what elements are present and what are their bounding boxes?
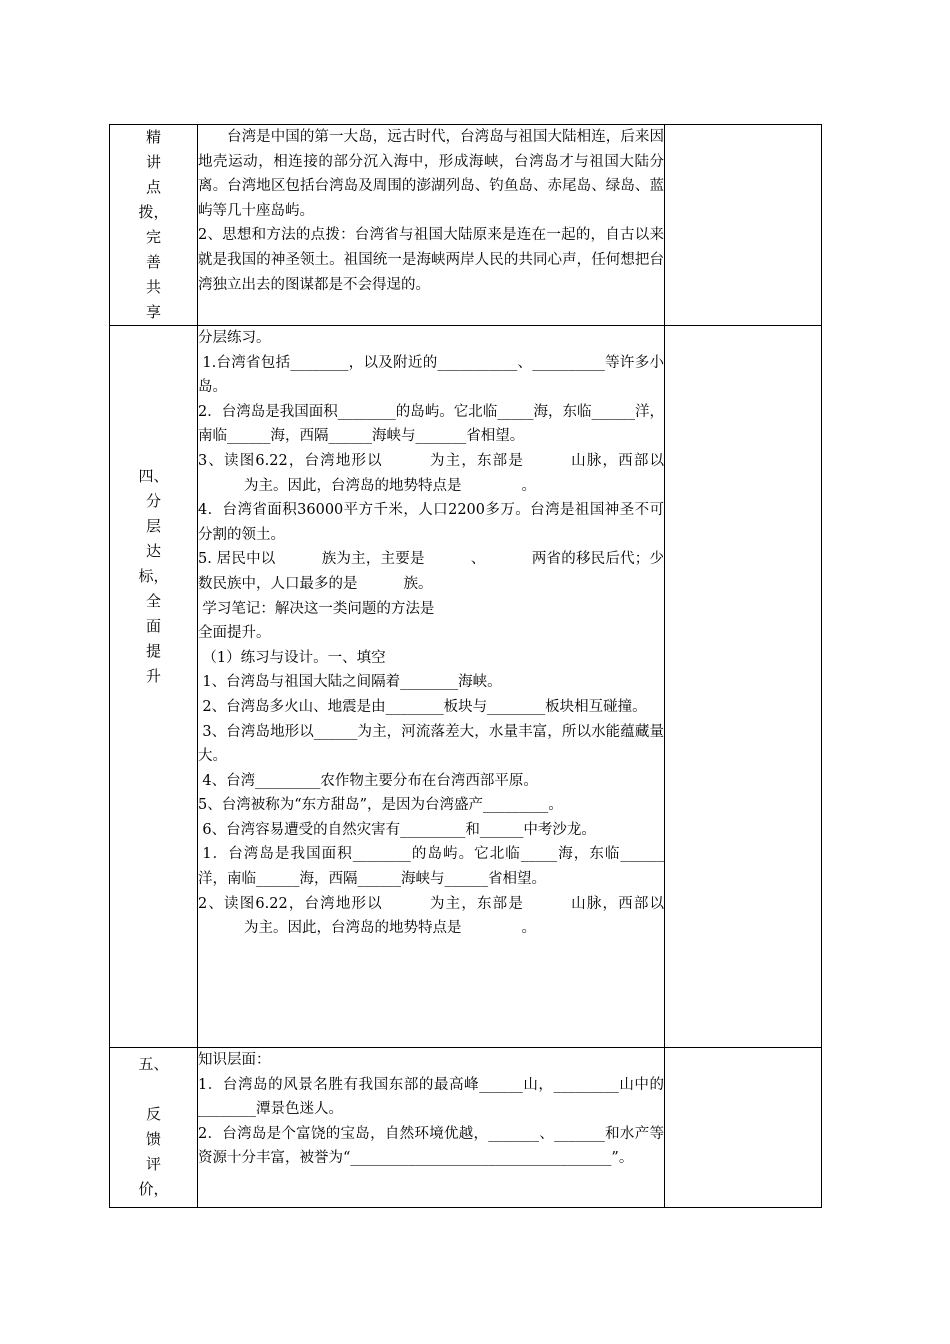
- paragraph: 2、思想和方法的点拨：台湾省与祖国大陆原来是连在一起的，自古以来就是我国的神圣领土。祖国统一是海峡两岸人民的共同心声，任何想把台湾独立出去的图谋都是不会得逞的。: [198, 227, 664, 293]
- q-part: 族为主，主要是: [321, 551, 425, 568]
- q-part: 山脉，西部以: [570, 895, 665, 912]
- row2-heading: [110, 326, 198, 1048]
- q-part: 3、读图6.22，台湾地形以: [198, 452, 383, 469]
- question: [198, 449, 664, 498]
- q-part: 5. 居民中以: [198, 551, 276, 568]
- question: [198, 892, 664, 941]
- row1-side-char: 善: [145, 253, 161, 271]
- paragraph: 台湾是中国的第一大岛，远古时代，台湾岛与祖国大陆相连，后来因地壳运动，相连接的部分沉入海中，形成海峡，台湾岛才与祖国大陆分离。台湾地区包括台湾岛及周围的澎湖列岛、钓鱼岛、赤尾岛、绿岛、蓝屿等几十座岛屿。: [198, 129, 664, 219]
- row1-side-char: 精: [145, 128, 161, 146]
- q-part: 族。: [403, 575, 433, 592]
- q-part: 为主。因此，台湾岛的地势特点是: [244, 477, 462, 494]
- row3-side-char: 反: [145, 1105, 161, 1123]
- row2-side-char: 面: [145, 617, 161, 635]
- row2-side-char: 达: [145, 542, 161, 560]
- row3-side-char: 价，: [138, 1180, 169, 1198]
- q-part: 为主。因此，台湾岛的地势特点是: [244, 920, 462, 937]
- row3-side-char: [110, 1077, 197, 1102]
- question: 5、台湾被称为“东方甜岛”，是因为台湾盛产_________。: [198, 797, 563, 814]
- paragraph: 学习笔记：解决这一类问题的方法是: [202, 600, 435, 617]
- row1-notes: [665, 125, 822, 326]
- question: 4．台湾省面积36000平方千米，人口2200多万。台湾是祖国神圣不可分割的领土。: [198, 502, 664, 543]
- question: 6、台湾容易遭受的自然灾害有_________和______中考沙龙。: [202, 821, 596, 838]
- question: 1．台湾岛的风景名胜有我国东部的最高峰______山，_________山中的________潭景色迷人。: [198, 1076, 664, 1118]
- row2-side-char: 四、: [138, 467, 169, 485]
- paragraph: 分层练习。: [198, 330, 271, 346]
- question: [198, 547, 664, 596]
- row2-side-char: 提: [145, 642, 161, 660]
- row1-side-char: 享: [145, 303, 161, 321]
- q-part: 两省的移民后代；少数民族中，人口最多的是: [198, 551, 665, 592]
- question: 2．台湾岛是我国面积________的岛屿。它北临_____海，东临______洋，南临______海，西隔______海峡与_______省相望。: [198, 403, 664, 445]
- row3-side-char: 评: [145, 1155, 161, 1173]
- lesson-table: [109, 124, 822, 1208]
- row2-side-char: 分: [145, 492, 161, 510]
- row1-side-char: 讲: [145, 153, 161, 171]
- row2-notes: [665, 326, 822, 1048]
- row3-heading: [110, 1048, 198, 1208]
- question: 2、台湾岛多火山、地震是由________板块与________板块相互碰撞。: [202, 698, 647, 715]
- question: 1、台湾岛与祖国大陆之间隔着________海峡。: [202, 674, 502, 691]
- q-part: 、: [470, 551, 486, 568]
- row1-heading: [110, 125, 198, 326]
- row1-content: [198, 125, 665, 326]
- row3-content: [198, 1048, 665, 1208]
- row-practice: [110, 326, 822, 1048]
- paragraph: （1）练习与设计。一、填空: [202, 649, 386, 666]
- q-part: 。: [521, 477, 536, 494]
- row2-side-char: 升: [145, 667, 161, 685]
- row2-content: [198, 326, 665, 1048]
- question: 4、台湾_________农作物主要分布在台湾西部平原。: [202, 772, 538, 789]
- row2-side-char: 标，: [138, 567, 169, 585]
- row1-side-char: 拨，: [138, 203, 169, 221]
- paragraph: 全面提升。: [198, 625, 271, 642]
- row1-side-char: 完: [145, 228, 161, 246]
- paragraph: 知识层面：: [198, 1052, 271, 1068]
- q-part: 。: [521, 920, 536, 937]
- row2-side-char: 全: [145, 592, 161, 610]
- row-feedback: [110, 1048, 822, 1208]
- q-part: 为主，东部是: [428, 895, 525, 912]
- question: 2．台湾岛是个富饶的宝岛，自然环境优越，_______、_______和水产等资源十分丰富，被誉为“____________________________________”。: [198, 1125, 664, 1167]
- question: 1．台湾岛是我国面积________的岛屿。它北临_____海，东临______洋，南临______海，西隔______海峡与______省相望。: [198, 846, 664, 888]
- q-part: 2、读图6.22，台湾地形以: [198, 895, 383, 912]
- row3-side-char: 馈: [145, 1130, 161, 1148]
- question: 1.台湾省包括________，以及附近的___________、__________等许多小岛。: [198, 354, 664, 396]
- q-part: 为主，东部是: [428, 452, 525, 469]
- row-lecture: [110, 125, 822, 326]
- row3-side-char: 五、: [138, 1055, 169, 1073]
- row1-side-char: 点: [145, 178, 161, 196]
- row2-side-char: 层: [145, 517, 161, 535]
- q-part: 山脉，西部以: [570, 452, 665, 469]
- question: 3、台湾岛地形以______为主，河流落差大，水量丰富，所以水能蕴藏量大。: [198, 723, 664, 765]
- row3-notes: [665, 1048, 822, 1208]
- row1-side-char: 共: [145, 278, 161, 296]
